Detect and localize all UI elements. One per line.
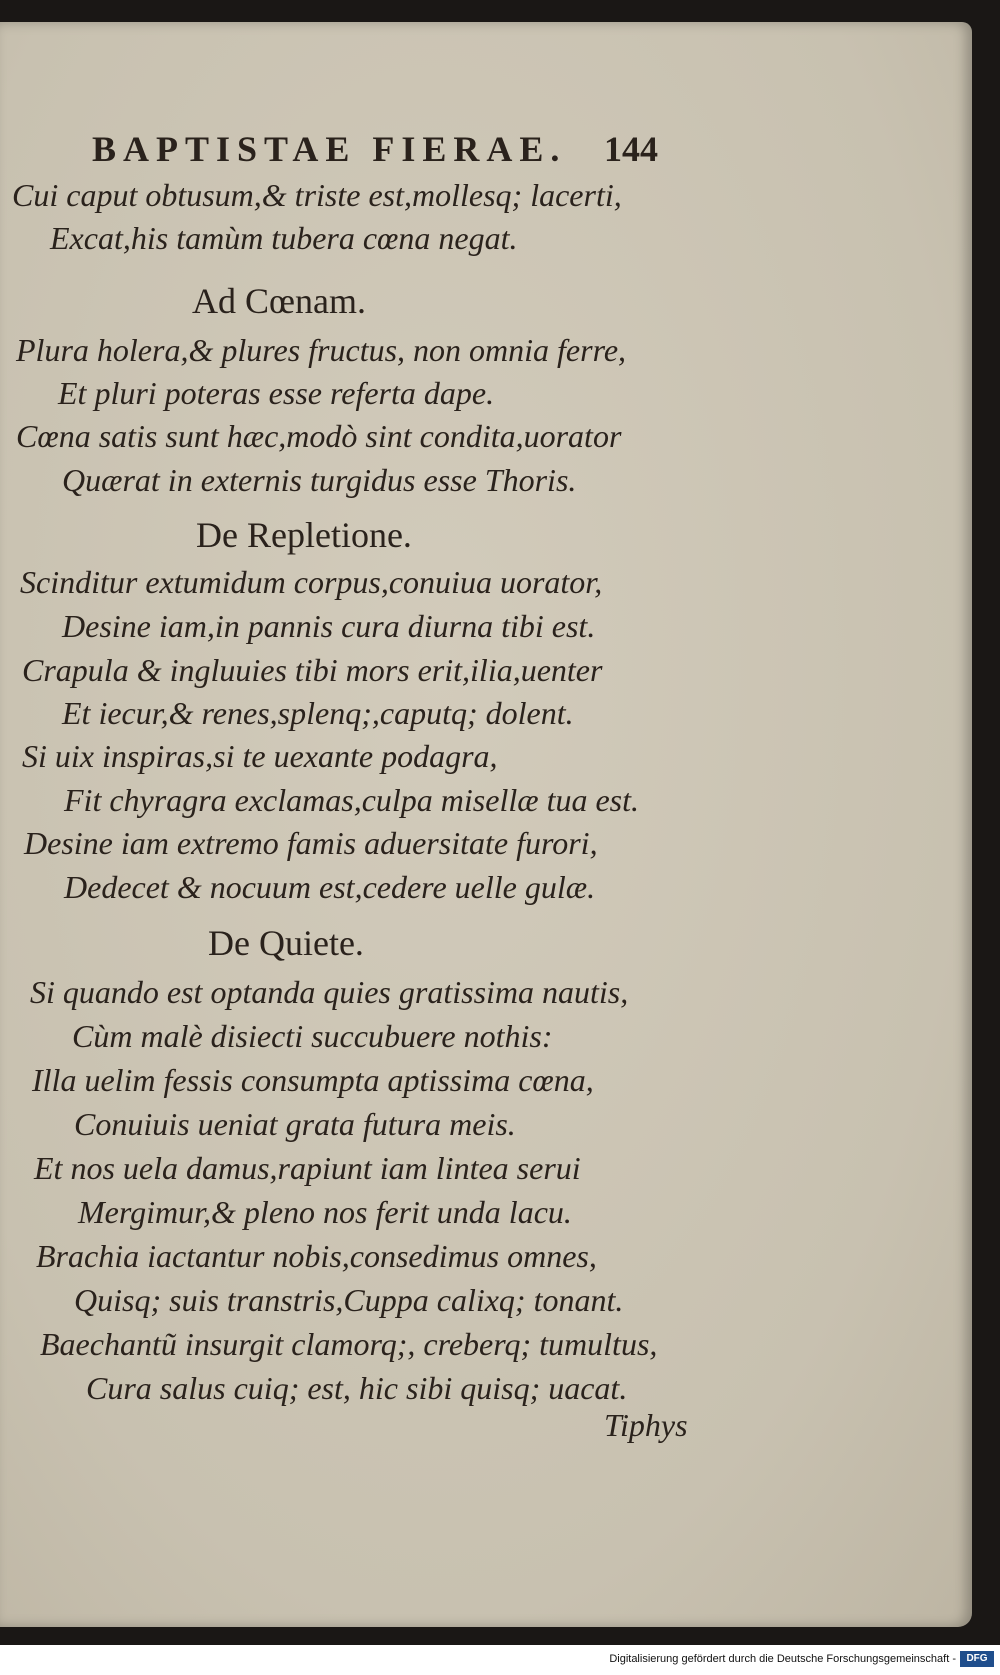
verse-line: Desine iam extremo famis aduersitate furori,	[24, 825, 598, 861]
catchword: Tiphys	[604, 1407, 688, 1443]
verse-line: Quisq; suis transtris,Cuppa calixq; tonant.	[74, 1282, 624, 1318]
book-page	[0, 22, 972, 1627]
verse-line: Plura holera,& plures fructus, non omnia ferre,	[16, 332, 627, 368]
verse-line: Mergimur,& pleno nos ferit unda lacu.	[78, 1194, 572, 1230]
verse-line: Fit chyragra exclamas,culpa misellæ tua est.	[64, 782, 640, 818]
verse-line: Desine iam,in pannis cura diurna tibi est.	[62, 608, 596, 644]
section-heading: Ad Cœnam.	[192, 281, 366, 321]
verse-line: Conuiuis ueniat grata futura meis.	[74, 1106, 516, 1142]
verse-line: Cùm malè disiecti succubuere nothis:	[72, 1018, 553, 1054]
verse-line: Baechantũ insurgit clamorq;, creberq; tumultus,	[40, 1326, 658, 1362]
verse-line: Cui caput obtusum,& triste est,mollesq; lacerti,	[12, 177, 622, 213]
verse-line: Quærat in externis turgidus esse Thoris.	[62, 462, 577, 498]
section-heading: De Repletione.	[196, 515, 412, 555]
funding-notice: Digitalisierung gefördert durch die Deutsche Forschungsgemeinschaft -	[609, 1653, 956, 1665]
verse-line: Scinditur extumidum corpus,conuiua uorator,	[20, 564, 603, 600]
verse-line: Illa uelim fessis consumpta aptissima cœna,	[32, 1062, 594, 1098]
section-heading: De Quiete.	[208, 923, 364, 963]
footer-bar	[0, 1645, 1000, 1675]
dfg-logo: DFG	[960, 1651, 994, 1667]
page-text	[0, 22, 972, 1627]
verse-line: Et iecur,& renes,splenq;,caputq; dolent.	[62, 695, 574, 731]
verse-line: Brachia iactantur nobis,consedimus omnes,	[36, 1238, 597, 1274]
verse-line: Si quando est optanda quies gratissima nautis,	[30, 974, 629, 1010]
verse-line: Et pluri poteras esse referta dape.	[58, 375, 495, 411]
verse-line: Cura salus cuiq; est, hic sibi quisq; uacat.	[86, 1370, 628, 1406]
verse-line: Et nos uela damus,rapiunt iam lintea serui	[34, 1150, 581, 1186]
verse-line: Crapula & ingluuies tibi mors erit,ilia,uenter	[22, 652, 603, 688]
verse-line: Excat,his tamùm tubera cœna negat.	[50, 220, 518, 256]
verse-line: Si uix inspiras,si te uexante podagra,	[22, 738, 498, 774]
page-number: 144	[604, 129, 658, 169]
verse-line: Dedecet & nocuum est,cedere uelle gulæ.	[64, 869, 596, 905]
running-head: BAPTISTAE FIERAE.	[92, 129, 567, 169]
verse-line: Cœna satis sunt hæc,modò sint condita,uorator	[16, 418, 622, 454]
